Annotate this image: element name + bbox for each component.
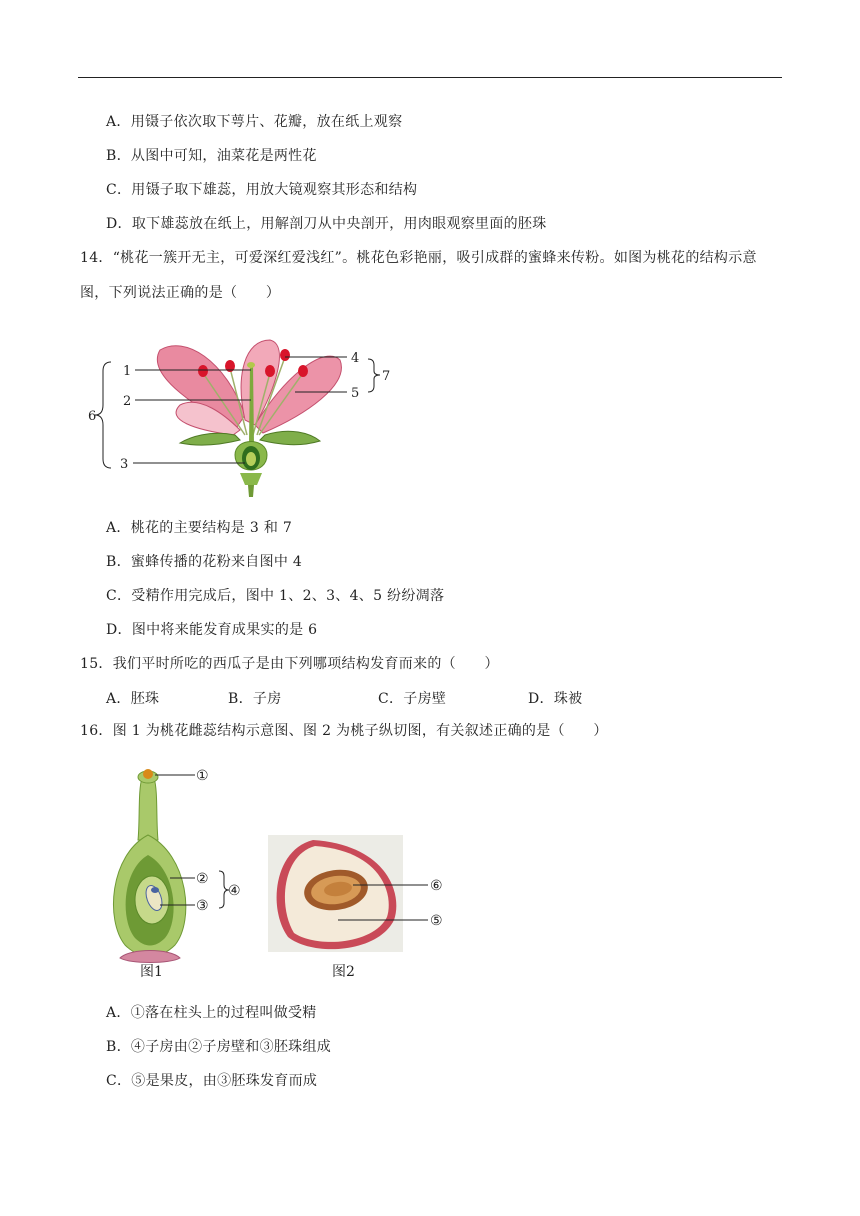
figure2-caption: 图2 xyxy=(332,964,355,980)
pistil-label-4: ④ xyxy=(228,883,241,899)
flower-label-3: 3 xyxy=(120,457,129,472)
flower-label-7: 7 xyxy=(382,369,391,384)
pistil-label-3: ③ xyxy=(196,898,209,914)
q14-option-b[interactable]: B．蜜蜂传播的花粉来自图中 4 xyxy=(106,554,303,570)
q15-stem: 15．我们平时所吃的西瓜子是由下列哪项结构发育而来的（ ） xyxy=(80,656,499,672)
flower-label-2: 2 xyxy=(123,394,132,409)
peach-cross-section xyxy=(268,835,458,985)
q13-option-b[interactable]: B．从图中可知，油菜花是两性花 xyxy=(106,148,317,164)
pistil-diagram xyxy=(100,760,250,985)
header-rule xyxy=(78,77,782,78)
q16-option-a[interactable]: A．①落在柱头上的过程叫做受精 xyxy=(106,1005,317,1021)
q14-stem-line1: 14．“桃花一簇开无主，可爱深红爱浅红”。桃花色彩艳丽，吸引成群的蜜蜂来传粉。如图为桃花的结构示意 xyxy=(80,250,757,266)
q16-option-b[interactable]: B．④子房由②子房壁和③胚珠组成 xyxy=(106,1039,332,1055)
q13-option-a[interactable]: A．用镊子依次取下萼片、花瓣，放在纸上观察 xyxy=(106,114,403,130)
q13-option-d[interactable]: D．取下雄蕊放在纸上，用解剖刀从中央剖开，用肉眼观察里面的胚珠 xyxy=(106,216,547,232)
q14-stem-line2: 图，下列说法正确的是（ ） xyxy=(80,285,281,301)
figure1-caption: 图1 xyxy=(140,964,163,980)
flower-label-4: 4 xyxy=(351,351,360,366)
q14-option-c[interactable]: C．受精作用完成后，图中 1、2、3、4、5 纷纷凋落 xyxy=(106,588,445,604)
q16-stem: 16．图 1 为桃花雌蕊结构示意图、图 2 为桃子纵切图，有关叙述正确的是（ ） xyxy=(80,723,608,739)
q15-option-d[interactable]: D．珠被 xyxy=(528,691,583,707)
q15-option-b[interactable]: B．子房 xyxy=(228,691,282,707)
flower-label-6: 6 xyxy=(88,409,97,424)
q13-option-c[interactable]: C．用镊子取下雄蕊，用放大镜观察其形态和结构 xyxy=(106,182,418,198)
q14-option-a[interactable]: A．桃花的主要结构是 3 和 7 xyxy=(106,520,293,536)
pistil-label-2: ② xyxy=(196,871,209,887)
peach-flower-diagram xyxy=(85,335,405,505)
q16-option-c[interactable]: C．⑤是果皮，由③胚珠发育而成 xyxy=(106,1073,318,1089)
q15-option-a[interactable]: A．胚珠 xyxy=(106,691,160,707)
q14-option-d[interactable]: D．图中将来能发育成果实的是 6 xyxy=(106,622,318,638)
peach-label-6: ⑥ xyxy=(430,878,443,894)
q15-option-c[interactable]: C．子房壁 xyxy=(378,691,447,707)
pistil-label-1: ① xyxy=(196,768,209,784)
flower-label-5: 5 xyxy=(351,386,360,401)
peach-label-5: ⑤ xyxy=(430,913,443,929)
flower-label-1: 1 xyxy=(123,364,132,379)
